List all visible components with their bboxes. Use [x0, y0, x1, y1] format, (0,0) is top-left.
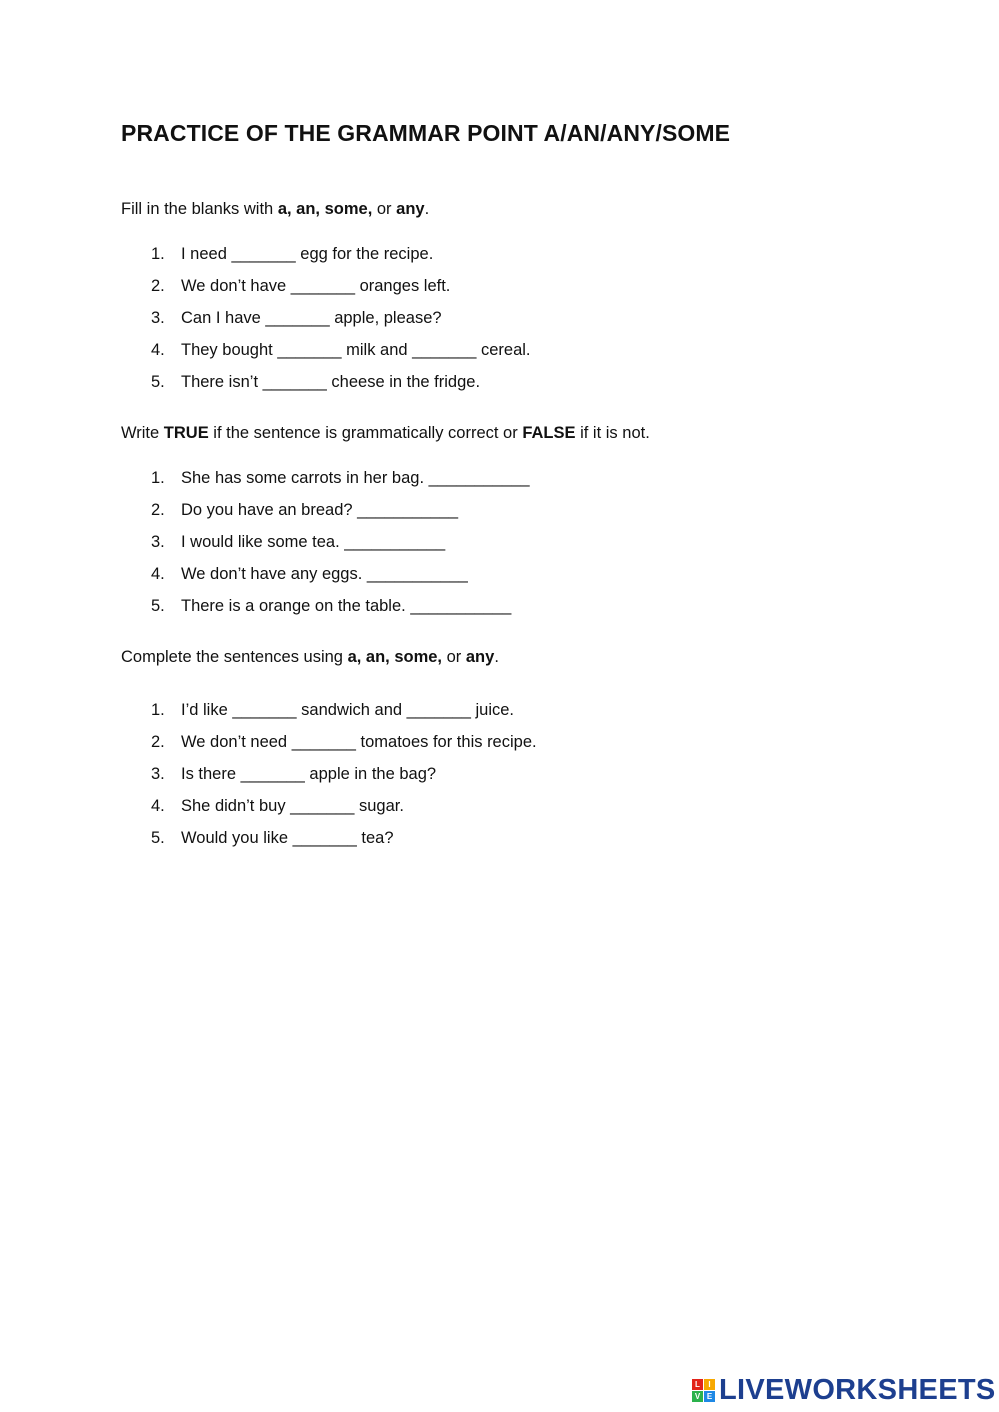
exercise-list — [121, 694, 537, 854]
list-item: 1. She has some carrots in her bag. ___________ — [151, 469, 530, 487]
section-instruction: Fill in the blanks with a, an, some, or any. — [121, 200, 430, 218]
list-item: 1. I’d like _______ sandwich and _______ juice. — [151, 701, 514, 719]
list-item: 1. I need _______ egg for the recipe. — [151, 245, 434, 263]
list-item: 4. She didn’t buy _______ sugar. — [151, 797, 404, 815]
list-item: 2. We don’t have _______ oranges left. — [151, 277, 451, 295]
section-true-false — [121, 424, 650, 622]
list-item: 4. They bought _______ milk and _______ cereal. — [151, 341, 531, 359]
exercise-list — [121, 238, 531, 398]
section-complete-sentences — [121, 648, 537, 854]
logo-text: LIVEWORKSHEETS — [719, 1374, 996, 1406]
list-item: 5. Would you like _______ tea? — [151, 829, 394, 847]
section-fill-blanks — [121, 200, 531, 398]
exercise-list — [121, 462, 650, 622]
section-instruction: Write TRUE if the sentence is grammatically correct or FALSE if it is not. — [121, 424, 650, 442]
list-item: 2. We don’t need _______ tomatoes for this recipe. — [151, 733, 537, 751]
liveworksheets-logo — [692, 1374, 996, 1407]
list-item: 4. We don’t have any eggs. ___________ — [151, 565, 468, 583]
logo-icon: L I V E — [692, 1379, 715, 1402]
list-item: 5. There isn’t _______ cheese in the fridge. — [151, 373, 481, 391]
list-item: 3. Can I have _______ apple, please? — [151, 309, 442, 327]
list-item: 5. There is a orange on the table. ___________ — [151, 597, 512, 615]
section-instruction: Complete the sentences using a, an, some, or any. — [121, 648, 499, 666]
page-title: PRACTICE OF THE GRAMMAR POINT A/AN/ANY/SOME — [121, 120, 731, 146]
list-item: 3. Is there _______ apple in the bag? — [151, 765, 437, 783]
list-item: 2. Do you have an bread? ___________ — [151, 501, 459, 519]
list-item: 3. I would like some tea. ___________ — [151, 533, 446, 551]
